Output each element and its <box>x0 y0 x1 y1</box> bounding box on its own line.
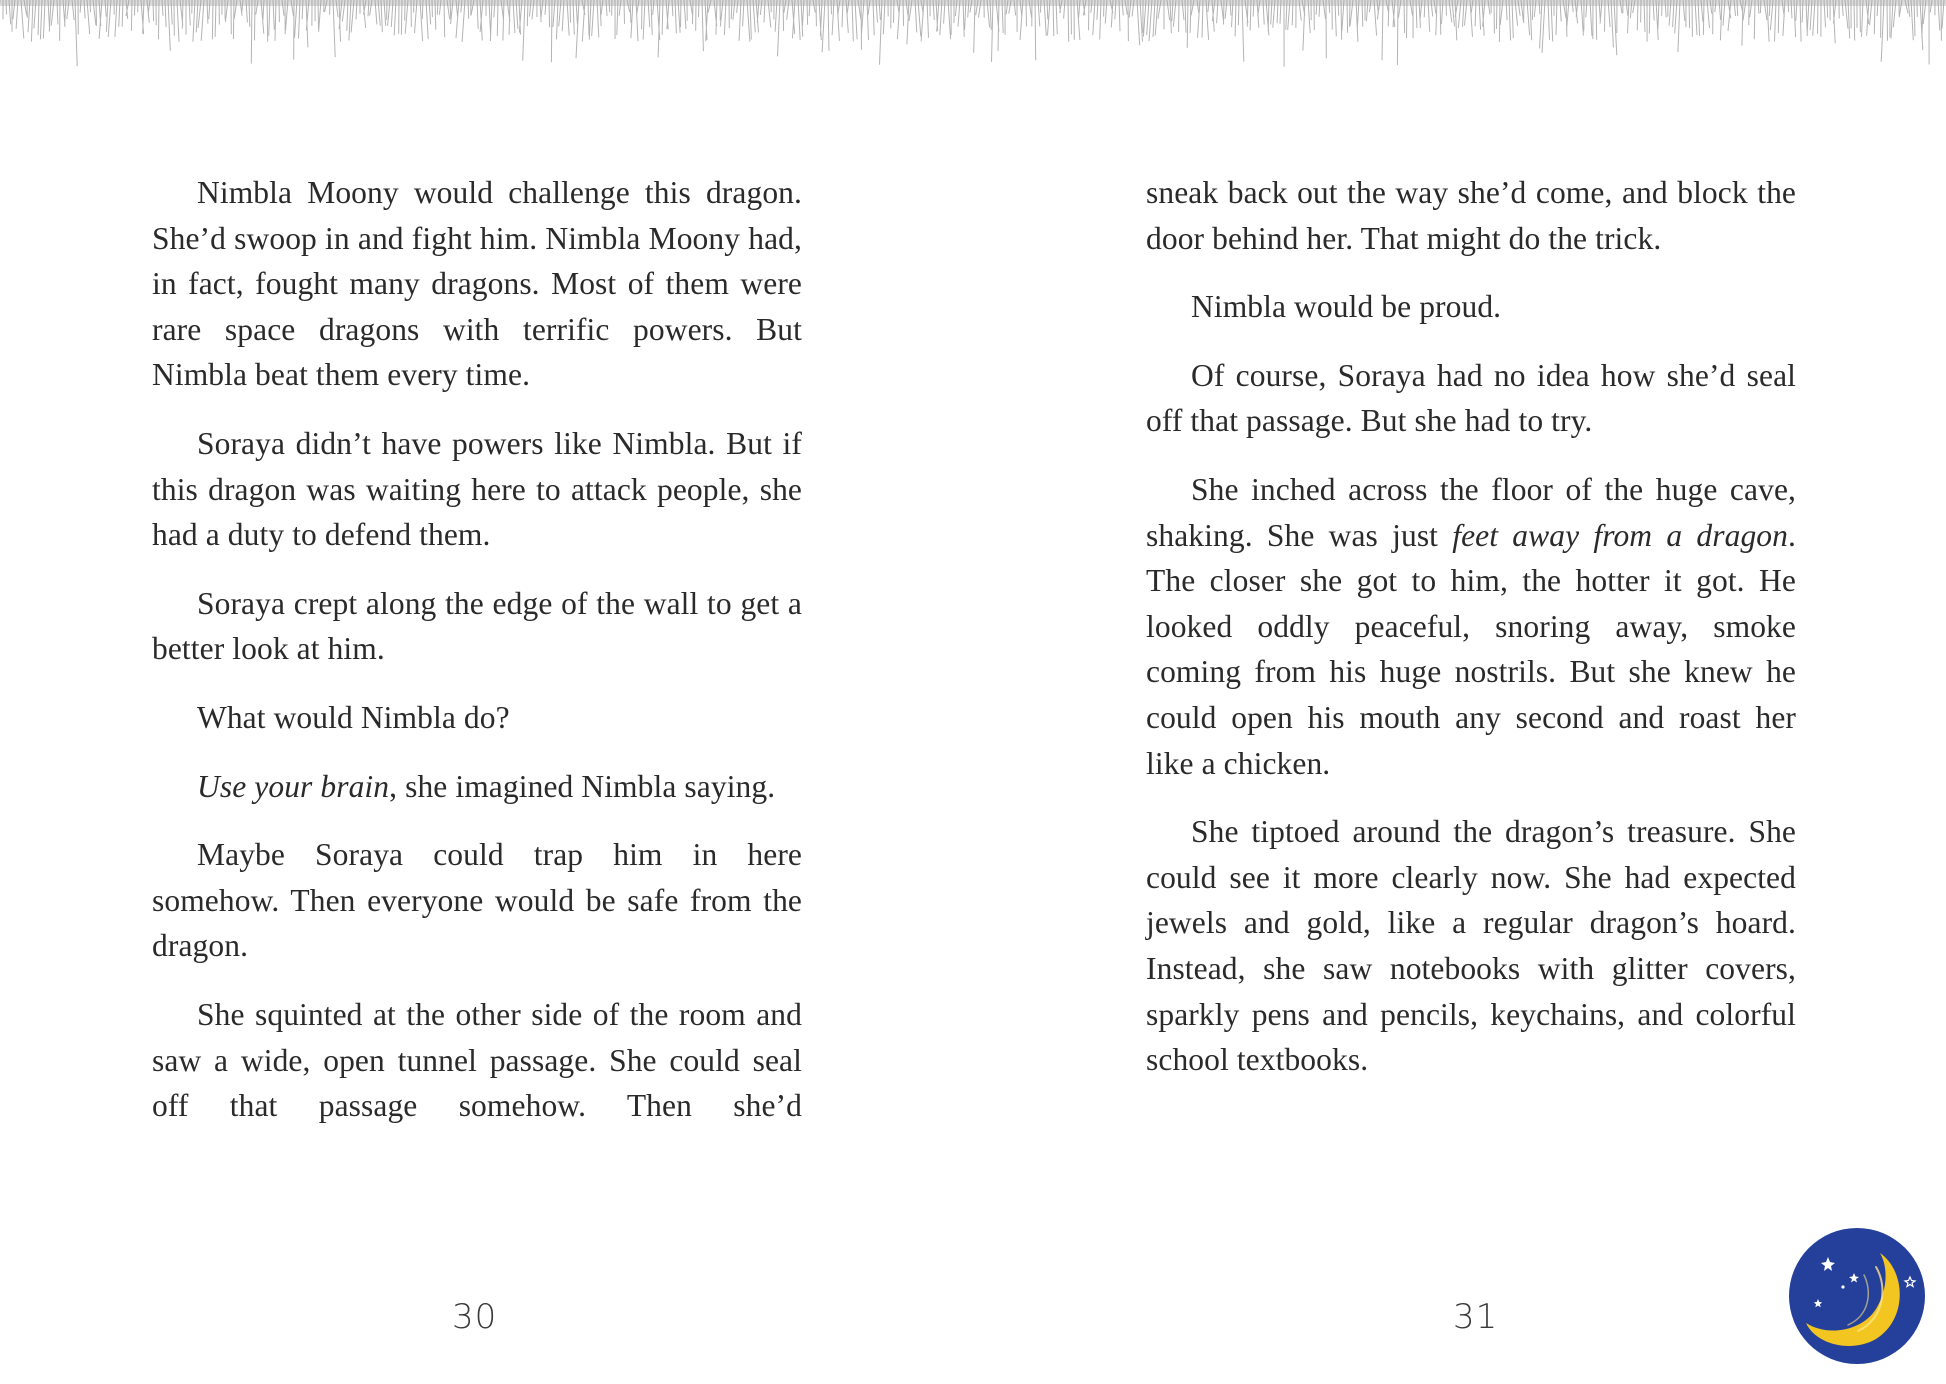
paragraph <box>1146 284 1796 330</box>
paragraph <box>1146 809 1796 1083</box>
left-page <box>152 170 802 1152</box>
paragraph <box>152 421 802 558</box>
paragraph-text: Maybe Soraya could trap him in here somehow. Then everyone would be safe from the dragon. <box>152 837 802 964</box>
paragraph <box>1146 353 1796 444</box>
paragraph-text: She squinted at the other side of the room and saw a wide, open tunnel passage. She could seal off that passage somehow. Then she’d <box>152 996 802 1124</box>
paragraph-text: She tiptoed around the dragon’s treasure. She could see it more clearly now. She had expected jewels and gold, like a regular dragon’s hoard. Instead, she saw notebooks with glitter covers, sparkly pens and pencils, keychains, and colorful school textbooks. <box>1146 814 1796 1078</box>
paragraph-text: Soraya didn’t have powers like Nimbla. But if this dragon was waiting here to attack people, she had a duty to defend them. <box>152 425 802 553</box>
frost-fringe-icon <box>0 0 1946 80</box>
paragraph-text: What would Nimbla do? <box>197 699 510 735</box>
page-number-left: 30 <box>452 1297 498 1337</box>
paragraph <box>152 170 802 398</box>
paragraph <box>152 764 802 810</box>
paragraph <box>1146 467 1796 786</box>
paragraph <box>152 832 802 969</box>
paragraph-text: sneak back out the way she’d come, and block the door behind her. That might do the trick. <box>1146 175 1796 256</box>
paragraph-text: . The closer she got to him, the hotter it got. He looked oddly peaceful, snoring away, smoke coming from his huge nostrils. But she knew he could open his mouth any second and roast her like a chicken. <box>1146 517 1796 781</box>
right-page <box>1146 170 1796 1106</box>
paragraph <box>152 695 802 741</box>
paragraph-text: , she imagined Nimbla saying. <box>389 768 776 804</box>
italic-phrase: feet away from a dragon <box>1452 517 1789 553</box>
italic-phrase: Use your brain <box>197 768 390 804</box>
paragraph <box>152 992 802 1129</box>
paragraph <box>1146 170 1796 261</box>
paragraph-text: Of course, Soraya had no idea how she’d seal off that passage. But she had to try. <box>1146 357 1796 439</box>
paragraph-text: Nimbla Moony would challenge this dragon. She’d swoop in and fight him. Nimbla Moony had, in fact, fought many dragons. Most of them were rare space dragons with terrific powers. But Nimbla beat them every time. <box>152 175 802 393</box>
page-number-right: 31 <box>1453 1297 1499 1337</box>
paragraph <box>152 581 802 672</box>
paragraph-text: Nimbla would be proud. <box>1191 289 1502 325</box>
paragraph-text: Soraya crept along the edge of the wall to get a better look at him. <box>152 585 802 667</box>
crescent-moon-icon <box>1788 1227 1926 1365</box>
paragraph-text: She inched across the floor of the huge cave, shaking. She was just <box>1146 471 1796 553</box>
